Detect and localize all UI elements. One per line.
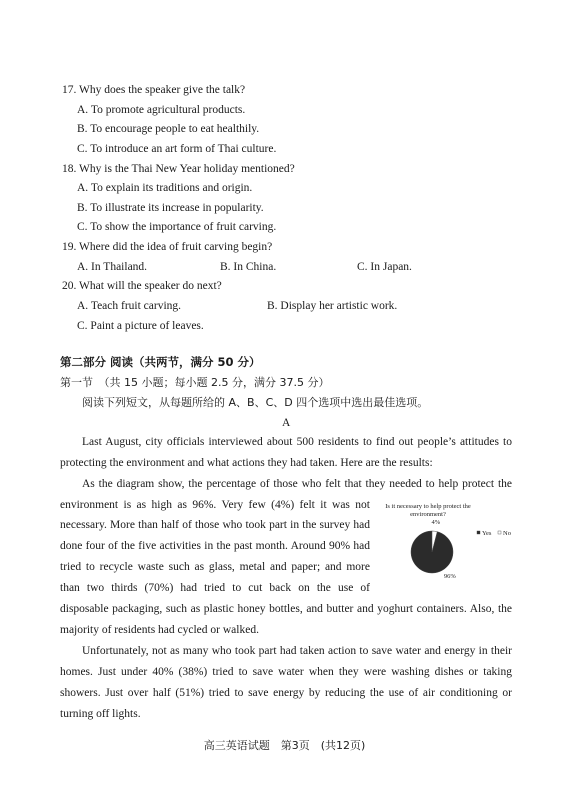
legend-swatch-yes: [477, 531, 480, 534]
pie-chart-svg: [380, 500, 520, 590]
passage-line: necessary. More than half of those who took part in the survey had: [60, 519, 370, 531]
passage-line: than two thirds (70%) had tried to cut back on the use of: [60, 582, 370, 594]
pie-label-no: 4%: [431, 519, 441, 527]
q18-option-b: B. To illustrate its increase in popularity.: [77, 202, 264, 214]
subsection-title: 第一节 （共 15 小题；每小题 2.5 分，满分 37.5 分）: [60, 376, 330, 389]
q19-option-b: B. In China.: [220, 261, 277, 273]
q20-option-a: A. Teach fruit carving.: [77, 300, 182, 312]
passage-label: A: [282, 417, 291, 429]
passage-line: environment is as high as 96%. Very few (4%) felt it was not: [60, 499, 370, 511]
question-18-stem: 18. Why is the Thai New Year holiday mentioned?: [62, 163, 295, 175]
legend-swatch-no: [498, 531, 501, 534]
q17-option-b: B. To encourage people to eat healthily.: [77, 123, 260, 135]
part-two-title: 第二部分 阅读（共两节，满分 50 分）: [60, 355, 261, 369]
passage-line: done four of the five activities in the past month. Around 90% had: [60, 540, 370, 552]
q17-option-c: C. To introduce an art form of Thai culture.: [77, 143, 277, 155]
q17-option-a: A. To promote agricultural products.: [77, 104, 246, 116]
q18-option-c: C. To show the importance of fruit carving.: [77, 221, 277, 233]
passage-line: As the diagram show, the percentage of those who felt that they needed to help protect the: [82, 478, 512, 490]
passage-line: Unfortunately, not as many who took part had taken action to save water and energy in their: [82, 645, 512, 657]
reading-instruction: 阅读下列短文，从每题所给的 A、B、C、D 四个选项中选出最佳选项。: [82, 396, 429, 409]
q19-option-a: A. In Thailand.: [77, 261, 148, 273]
pie-chart: [380, 500, 520, 590]
page-footer: 高三英语试题 第3页 (共12页): [203, 739, 366, 752]
passage-line: majority of residents had cycled or walked.: [60, 624, 259, 636]
passage-line: turning off lights.: [60, 708, 141, 720]
chart-title-line-2: environment?: [410, 511, 446, 518]
q20-option-c: C. Paint a picture of leaves.: [77, 320, 204, 332]
passage-line: tried to recycle waste such as glass, metal and paper; and more: [60, 561, 370, 573]
q19-option-c: C. In Japan.: [357, 261, 412, 273]
passage-line: disposable packaging, such as plastic honey bottles, and butter and yoghurt containers. Also, the: [60, 603, 512, 615]
chart-title-line-1: Is it necessary to help protect the: [385, 503, 471, 510]
question-20-stem: 20. What will the speaker do next?: [62, 280, 222, 292]
legend-label-yes: Yes: [482, 530, 492, 537]
passage-line: homes. Just under 40% (38%) tried to save water when they were washing dishes or taking: [60, 666, 512, 678]
legend-label-no: No: [503, 530, 511, 537]
question-19-stem: 19. Where did the idea of fruit carving begin?: [62, 241, 273, 253]
q18-option-a: A. To explain its traditions and origin.: [77, 182, 253, 194]
passage-line: showers. Just over half (51%) tried to save energy by reducing the use of air conditioning or: [60, 687, 512, 699]
pie-label-yes: 96%: [443, 573, 456, 580]
passage-line: protecting the environment and what actions they had taken. Here are the results:: [60, 457, 433, 469]
q20-option-b: B. Display her artistic work.: [267, 300, 398, 312]
question-17-stem: 17. Why does the speaker give the talk?: [62, 84, 246, 96]
passage-line: Last August, city officials interviewed about 500 residents to find out people’s attitudes to: [82, 436, 512, 448]
